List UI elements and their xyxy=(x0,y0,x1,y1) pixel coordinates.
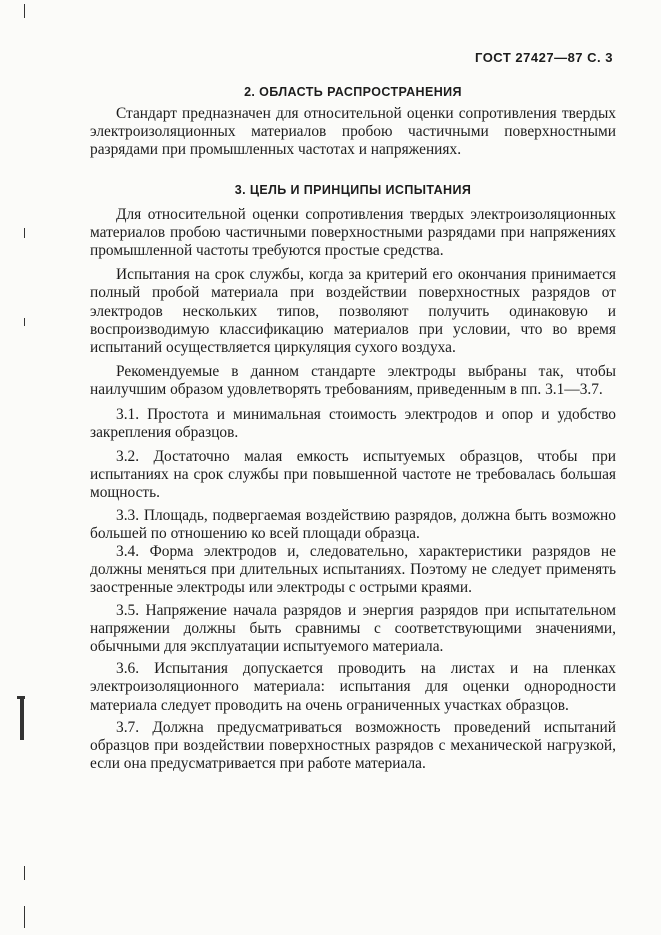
clause-3-3: 3.3. Площадь, подвергаемая воздействию разрядов, должна быть возможно большей по отношению ко всей площади образца. xyxy=(90,506,616,542)
margin-mark xyxy=(17,696,25,699)
paragraph: Испытания на срок службы, когда за критерий его окончания принимается полный пробой материала при воздействии поверхностных разрядов от электродов нескольких типов, позволяют получить одинаковую и воспроизводимую классификацию материалов при условии, что во время испытаний осуществляется циркуляция сухого воздуха. xyxy=(90,266,616,357)
clause-3-1: 3.1. Простота и минимальная стоимость электродов и опор и удобство закрепления образцов. xyxy=(90,405,616,441)
clause-3-5: 3.5. Напряжение начала разрядов и энергия разрядов при испытательном напряжении должны быть сравнимы с соответствующими значениями, обычными для эксплуатации испытуемого материала. xyxy=(90,601,616,656)
margin-mark xyxy=(20,696,24,740)
page-header: ГОСТ 27427—87 С. 3 xyxy=(475,50,613,65)
section-heading: 2. ОБЛАСТЬ РАСПРОСТРАНЕНИЯ xyxy=(244,85,462,99)
paragraph: Для относительной оценки сопротивления твердых электроизоляционных материалов пробою частичными поверхностными разрядами при напряжениях промышленной частоты требуются простые средства. xyxy=(90,205,616,260)
margin-mark xyxy=(24,906,25,928)
paragraph: Рекомендуемые в данном стандарте электроды выбраны так, чтобы наилучшим образом удовлетворять требованиям, приведенным в пп. 3.1—3.7. xyxy=(90,363,616,399)
margin-mark xyxy=(24,4,25,18)
margin-mark xyxy=(24,228,25,238)
scan-margin-marks xyxy=(14,0,44,935)
margin-mark xyxy=(24,866,25,880)
paragraph: Стандарт предназначен для относительной оценки сопротивления твердых электроизоляционных материалов пробою частичными поверхностными разрядами при промышленных частотах и напряжениях. xyxy=(90,105,616,159)
clause-3-4: 3.4. Форма электродов и, следовательно, характеристики разрядов не должны меняться при длительных испытаниях. Поэтому не следует применять заостренные электроды или электроды с острыми краями. xyxy=(90,543,616,597)
document-body xyxy=(90,82,616,774)
clause-3-2: 3.2. Достаточно малая емкость испытуемых образцов, чтобы при испытаниях на срок службы при повышенной частоте не требовалась большая мощность. xyxy=(90,448,616,502)
clause-3-7: 3.7. Должна предусматриваться возможность проведений испытаний образцов при воздействии поверхностных разрядов с механической нагрузкой, если она предусматривается при работе материала. xyxy=(90,718,616,773)
section-heading: 3. ЦЕЛЬ И ПРИНЦИПЫ ИСПЫТАНИЯ xyxy=(234,182,472,197)
clause-3-6: 3.6. Испытания допускается проводить на листах и на пленках электроизоляционного материала: испытания для оценки однородности материала следует проводить на очень ограниченных участках образцов. xyxy=(90,660,616,714)
margin-mark xyxy=(24,318,25,326)
